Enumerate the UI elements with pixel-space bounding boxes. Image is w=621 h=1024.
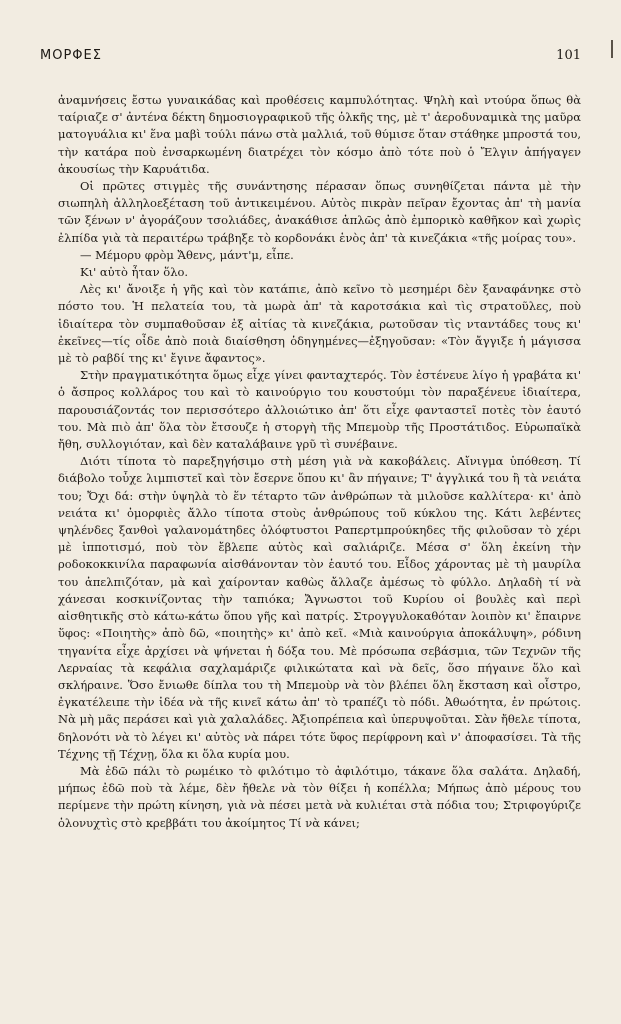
paragraph: Διότι τίποτα τὸ παρεξηγήσιμο στὴ μέση γιὰ νὰ κακοβάλεις. Αἴνιγμα ὑπόθεση. Τί διάβολο τοὖχε λιμπιστεῖ καὶ τὸν ἔσερνε ὅπου κι' ἂν πήγαινε; Τ' ἀγγλικά του ἢ τὰ νειάτα του; Ὄχι δά: στὴν ὑψηλὰ τὸ ἕν τέταρτο τῶν ἀνθρώπων τὰ μιλοῦσε καλλίτερα· κι' ἀπὸ νειάτα κι' ὀμορφιὲς ἄλλο τίποτα στοὺς ἀνθρώπους τοῦ κύκλου της. Κάτι λεβέντες ψηλένδες ξανθοὶ γαλανομάτηδες ὁλόφτυστοι Ραπερτμπρούκηδες τῆς φιλοῦσαν τὸ χέρι μὲ ἱπποτισμό, ποὺ τὸν ἔβλεπε αὐτὸς καὶ σαλιάριζε. Μέσα σ' ὅλη ἐκείνη τὴν ροδοκοκκινίλα παραφωνία αἰσθάνονταν τὸν ἑαυτό του. Εἶδος χάροντας μὲ τὴ μαυρίλα του ἀπελπιζόταν, μὰ καὶ χαίρονταν καθὼς ἄλλαζε ἀμέσως τὸ φύλλο. Δηλαδὴ τί νὰ χάνεσαι κοσκινίζοντας τὴν ταπιόκα; Ἄγνωστοι τοῦ Κυρίου οἱ βουλὲς καὶ περὶ αἰσθητικῆς στὸ κάτω-κάτω ὅπου γῆς καὶ πατρίς. Στρογγυλοκαθόταν λοιπὸν κι' ἔπαιρνε ὕφος: «Ποιητὴς» ἀπὸ δῶ, «ποιητὴς» κι' ἀπὸ κεῖ. «Μιὰ καινούργια ἀποκάλυψη», ρόδινη τηγανίτα εἶχε ἀρχίσει νὰ ψήνεται ἡ δόξα του. Μὲ πρόσωπα σεβάσμια, τῶν Τεχνῶν τῆς Λερναίας τὰ κεφάλια σαχλαμάριζε φιλικώτατα καὶ νὰ δεῖς, ὅσο πήγαινε ὅλο καὶ σκλήραινε. Ὅσο ἔνιωθε δίπλα του τὴ Μπεμοὺρ νὰ τὸν βλέπει ὅλη ἔκσταση καὶ οἶστρο, ἐγκατέλειπε τὴν ἰδέα νὰ τῆς κινεῖ κάτω ἀπ' τὸ τραπέζι τὸ πόδι. Ἀθωότητα, ἐν πρώτοις. Νὰ μὴ μᾶς περάσει καὶ γιὰ χαλαλάδες. Ἀξιοπρέπεια καὶ ὑπερυψοῦται. Σὰν ἤθελε τίποτα, δηλονότι νὰ τὸ λέγει κι' αὐτὸς νὰ πάρει τότε ὕφος περίφρονη καὶ ν' ἀποφασίσει. Τὰ τῆς Τέχνης τῇ Τέχνῃ, ὅλα κι ὅλα κυρία μου. [58, 454, 581, 761]
margin-mark [611, 40, 613, 58]
page-number: 101 [556, 48, 581, 63]
paragraph: Μὰ ἐδῶ πάλι τὸ ρωμέικο τὸ φιλότιμο τὸ ἀφιλότιμο, τάκανε ὅλα σαλάτα. Δηλαδή, μήπως ἐδῶ ποὺ τὰ λέμε, δὲν ἤθελε νὰ τὸν θίξει ἡ κοπέλλα; Μήπως ἀπὸ μέρους του περίμενε τὴν πρώτη κίνηση, γιὰ νὰ πέσει μετὰ νὰ κυλιέται στὰ πόδια του; Στριφογύριζε ὁλονυχτὶς στὸ κρεββάτι του ἀκοίμητος Τί νὰ κάνει; [58, 763, 581, 830]
header-title: ΜΟΡΦΕΣ [40, 48, 102, 63]
paragraph: — Μέμορυ φρὸμ Ἄθενς, μάντ'μ, εἶπε. [80, 247, 294, 262]
paragraph: Λὲς κι' ἄνοιξε ἡ γῆς καὶ τὸν κατάπιε, ἀπὸ κεῖνο τὸ μεσημέρι δὲν ξαναφάνηκε στὸ πόστο του. Ἡ πελατεία του, τὰ μωρὰ ἀπ' τὰ καροτσάκια καὶ τὶς στρατοῦλες, ποὺ ἰδιαίτερα τὸν συμπαθοῦσαν ἐξ αἰτίας τὰ κινεζάκια, ρωτοῦσαν τὶς νταντάδες τους κι' ἐκεῖνες—τίς οἶδε ἀπὸ ποιὰ διαίσθηση ὁδηγημένες—ἐξηγοῦσαν: «Τὸν ἄγγιξε ἡ μάγισσα μὲ τὸ ραβδί της κι' ἔγινε ἄφαντος». [58, 282, 581, 366]
paragraph: Οἱ πρῶτες στιγμὲς τῆς συνάντησης πέρασαν ὅπως συνηθίζεται πάντα μὲ τὴν σιωπηλὴ ἀλληλοεξέταση τοῦ ἀντικειμένου. Αὐτὸς πικρὰν πεῖραν ἔχοντας ἀπ' τὴ μανία τῶν ξένων ν' ἀγοράζουν τσολιάδες, ἀνακάθισε ἁπλῶς ἀπὸ ἐμπορικὸ καθῆκον καὶ χωρὶς ἐλπίδα γιὰ τὰ περαιτέρω τράβηξε τὸ κορδονάκι ἑνὸς ἀπ' τὰ κινεζάκια «τῆς μοίρας του». [58, 179, 581, 245]
body-text [58, 92, 581, 832]
paragraph: Κι' αὐτὸ ἦταν ὅλο. [80, 265, 189, 280]
running-header [40, 48, 581, 70]
paragraph: Στὴν πραγματικότητα ὅμως εἶχε γίνει φανταχτερός. Τὸν ἐστένευε λίγο ἡ γραβάτα κι' ὁ ἄσπρος κολλάρος του καὶ τὸ καινούργιο του κουστούμι τὸν παραξένευε ἰδιαίτερα, παρουσιάζοντάς τον περισσότερο ἀλλοιώτικο ἀπ' ὅτι εἶχε φανταστεῖ ποτὲς τὸν ἑαυτό του. Μὰ πιὸ ἀπ' ὅλα τὸν ἔτσουζε ἡ στοργὴ τῆς Μπεμοὺρ τῆς Προστάτιδος. Εὐρωπαϊκὰ ἤθη, συλλογιόταν, καὶ δὲν καταλάβαινε γρῦ τὶ συνέβαινε. [58, 368, 581, 452]
paragraph: ἀναμνήσεις ἔστω γυναικάδας καὶ προθέσεις καμπυλότητας. Ψηλὴ καὶ ντούρα ὅπως θὰ ταίριαζε σ' ἀντένα δέκτη δημοσιογραφικοῦ τῆς ὁλκῆς της, μὲ τ' ἀεροδυναμικὰ της μαῦρα ματογυάλια κι' ἕνα μαβὶ τούλι πάνω στὰ μαλλιά, τοῦ θύμισε ὅταν στάθηκε μπροστά του, τὴν κατάρα ποὺ ἐνσαρκωμένη διατρέχει τὸν κόσμο ἀπὸ τότε ποὺ ὁ Ἔλγιν ἀπήγαγεν ἀκουσίως τὴν Καρυάτιδα. [58, 93, 581, 176]
